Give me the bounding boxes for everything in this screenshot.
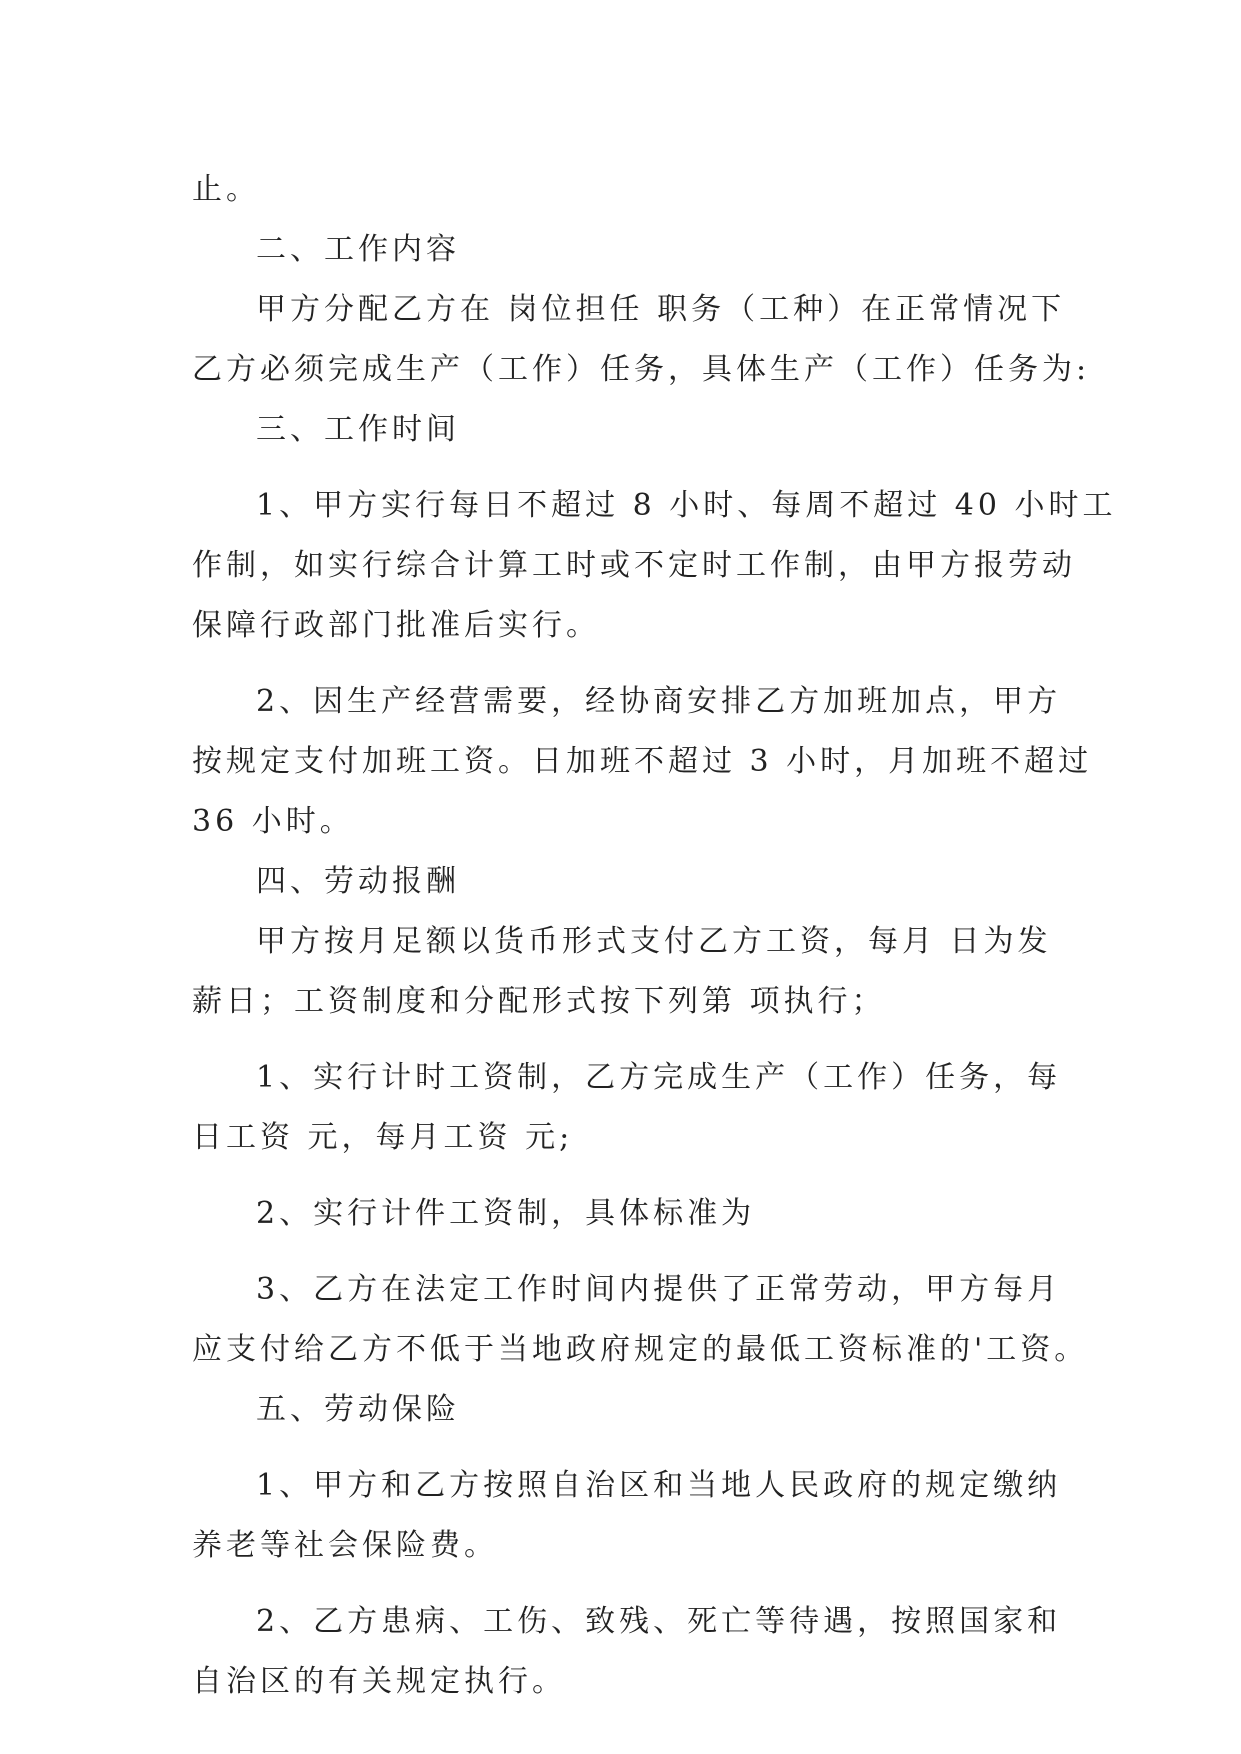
paragraph-gap <box>192 1576 1057 1592</box>
text-line: 2、实行计件工资制，具体标准为 <box>256 1196 756 1231</box>
document-page <box>192 160 1117 1712</box>
text-line: 2、因生产经营需要，经协商安排乙方加班加点，甲方 <box>256 684 1062 719</box>
text-line: 2、乙方患病、工伤、致残、死亡等待遇，按照国家和 <box>256 1604 1062 1639</box>
text-line: 应支付给乙方不低于当地政府规定的最低工资标准的'工资。 <box>192 1332 1089 1367</box>
section-heading: 二、工作内容 <box>256 232 460 267</box>
paragraph-gap <box>192 1440 1057 1456</box>
text-line: 作制，如实行综合计算工时或不定时工作制，由甲方报劳动 <box>192 548 1076 583</box>
text-line: 保障行政部门批准后实行。 <box>192 608 600 643</box>
text-line: 3、乙方在法定工作时间内提供了正常劳动，甲方每月 <box>256 1272 1062 1307</box>
text-line: 1、甲方和乙方按照自治区和当地人民政府的规定缴纳 <box>256 1468 1062 1503</box>
paragraph-gap <box>192 656 1057 672</box>
text-line: 1、实行计时工资制，乙方完成生产（工作）任务，每 <box>256 1060 1062 1095</box>
text-line: 自治区的有关规定执行。 <box>192 1664 566 1699</box>
text-line: 乙方必须完成生产（工作）任务，具体生产（工作）任务为: <box>192 352 1091 387</box>
paragraph-gap <box>192 1244 1057 1260</box>
paragraph-gap <box>192 1168 1057 1184</box>
text-line: 薪日；工资制度和分配形式按下列第 项执行； <box>192 984 886 1019</box>
text-line: 1、甲方实行每日不超过 8 小时、每周不超过 40 小时工 <box>256 488 1117 523</box>
paragraph-gap <box>192 460 1057 476</box>
text-line: 止。 <box>192 172 260 207</box>
text-line: 养老等社会保险费。 <box>192 1528 498 1563</box>
text-line: 日工资 元，每月工资 元; <box>192 1120 574 1155</box>
paragraph-gap <box>192 1032 1057 1048</box>
section-heading: 五、劳动保险 <box>256 1392 460 1427</box>
text-line: 36 小时。 <box>192 804 354 839</box>
text-line: 甲方按月足额以货币形式支付乙方工资，每月 日为发 <box>256 924 1052 959</box>
section-heading: 四、劳动报酬 <box>256 864 460 899</box>
text-line: 甲方分配乙方在 岗位担任 职务（工种）在正常情况下 <box>256 292 1066 327</box>
text-line: 按规定支付加班工资。日加班不超过 3 小时，月加班不超过 <box>192 744 1093 779</box>
section-heading: 三、工作时间 <box>256 412 460 447</box>
